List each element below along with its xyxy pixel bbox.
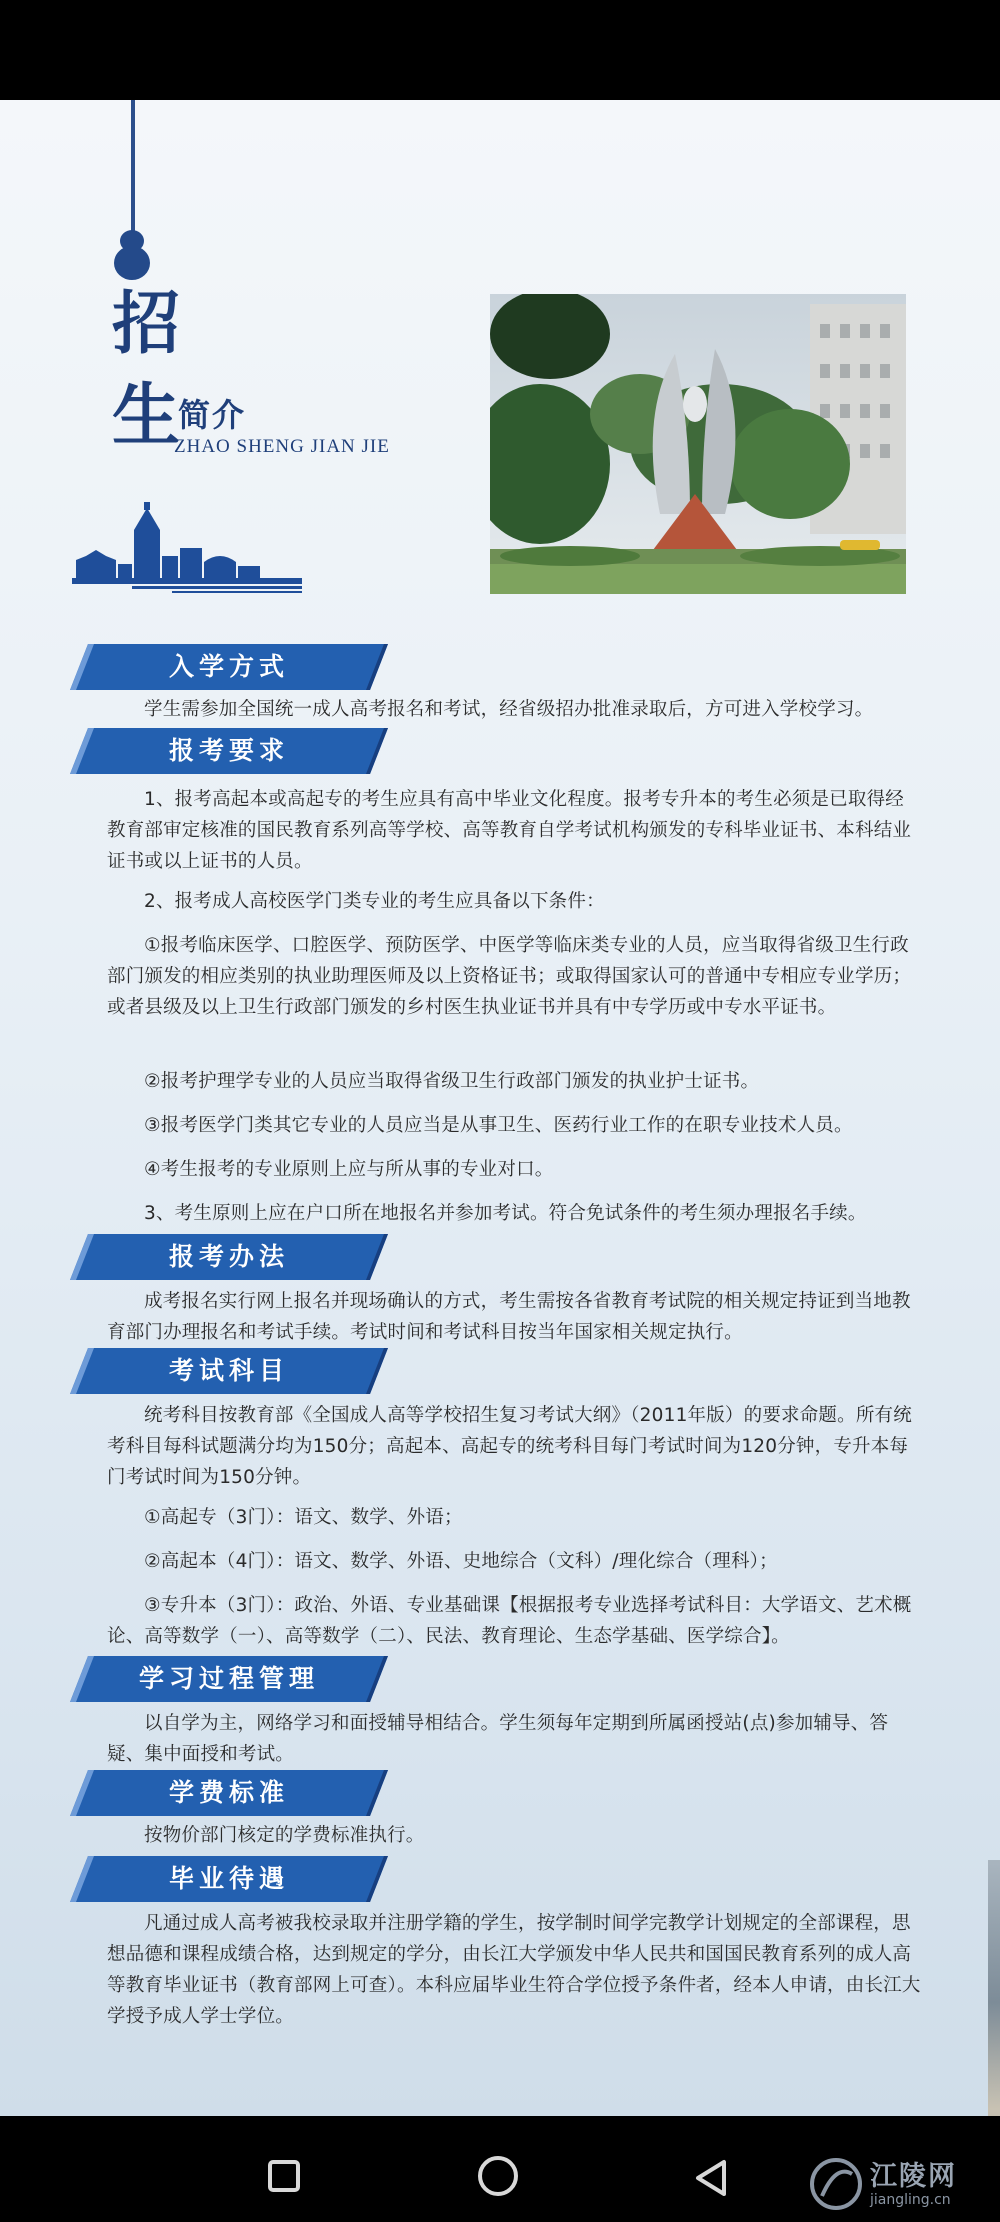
section-heading: 报考要求 xyxy=(168,736,289,765)
paragraph: 凡通过成人高考被我校录取并注册学籍的学生，按学制时间学完教学计划规定的全部课程，思想品德和课程成绩合格，达到规定的学分，由长江大学颁发中华人民共和国国民教育系列的成人高等教育毕业证书（教育部网上可查）。本科应届毕业生符合学位授予条件者，经本人申请，由长江大学授予成人学士学位。 xyxy=(107,1913,921,2027)
hanging-line-decoration xyxy=(131,100,135,232)
paragraph: 按物价部门核定的学费标准执行。 xyxy=(144,1825,425,1846)
title-char-zhao: 招 xyxy=(112,284,181,364)
status-bar xyxy=(0,0,1000,100)
paragraph: 统考科目按教育部《全国成人高等学校招生复习考试大纲》（2011年版）的要求命题。所有统考科目每科试题满分均为150分；高起本、高起专的统考科目每门考试时间为120分钟，专升本每门考试时间为150分钟。 xyxy=(107,1405,912,1488)
title-pinyin: ZHAO SHENG JIAN JIE xyxy=(174,436,390,457)
paragraph: ④考生报考的专业原则上应与所从事的专业对口。 xyxy=(144,1159,554,1180)
home-circle-icon[interactable] xyxy=(478,2156,518,2196)
paragraph: 成考报名实行网上报名并现场确认的方式，考生需按各省教育考试院的相关规定持证到当地教育部门办理报名和考试手续。考试时间和考试科目按当年国家相关规定执行。 xyxy=(107,1291,911,1343)
city-skyline-icon xyxy=(72,500,302,595)
back-triangle-icon[interactable] xyxy=(690,2156,734,2200)
gourd-ornament-base xyxy=(114,246,150,280)
title-char-sheng: 生 xyxy=(112,376,181,456)
watermark-name: 江陵网 xyxy=(870,2161,957,2192)
watermark-url: jiangling.cn xyxy=(870,2192,951,2208)
paragraph: ②高起本（4门）：语文、数学、外语、史地综合（文科）/理化综合（理科）； xyxy=(144,1551,778,1572)
paragraph: 1、报考高起本或高起专的考生应具有高中毕业文化程度。报考专升本的考生必须是已取得经教育部审定核准的国民教育系列高等学校、高等教育自学考试机构颁发的专科毕业证书、本科结业证书或以上证书的人员。 xyxy=(107,789,912,872)
paragraph: ③专升本（3门）：政治、外语、专业基础课【根据报考专业选择考试科目：大学语文、艺术概论、高等数学（一）、高等数学（二）、民法、教育理论、生态学基础、医学综合】。 xyxy=(107,1595,912,1647)
paragraph: ②报考护理学专业的人员应当取得省级卫生行政部门颁发的执业护士证书。 xyxy=(144,1071,760,1092)
paragraph: 以自学为主，网络学习和面授辅导相结合。学生须每年定期到所属函授站(点)参加辅导、答疑、集中面授和考试。 xyxy=(107,1713,889,1765)
paragraph: ①报考临床医学、口腔医学、预防医学、中医学等临床类专业的人员，应当取得省级卫生行政部门颁发的相应类别的执业助理医师及以上资格证书；或取得国家认可的普通中专相应专业学历；或者县级及以上卫生行政部门颁发的乡村医生执业证书并具有中专学历或中专水平证书。 xyxy=(107,935,912,1018)
edge-photo-strip xyxy=(988,1860,1000,2116)
section-heading: 学费标准 xyxy=(168,1778,289,1807)
section-heading: 毕业待遇 xyxy=(168,1864,289,1893)
paragraph: ①高起专（3门）：语文、数学、外语； xyxy=(144,1507,463,1528)
section-heading: 报考办法 xyxy=(168,1242,289,1271)
paragraph: 2、报考成人高校医学门类专业的考生应具备以下条件： xyxy=(144,891,605,912)
section-heading: 学习过程管理 xyxy=(138,1664,319,1693)
paragraph: 学生需参加全国统一成人高考报名和考试，经省级招办批准录取后，方可进入学校学习。 xyxy=(144,699,874,720)
paragraph: 3、考生原则上应在户口所在地报名并参加考试。符合免试条件的考生须办理报名手续。 xyxy=(144,1203,867,1224)
section-heading: 入学方式 xyxy=(168,652,289,681)
section-heading: 考试科目 xyxy=(168,1356,289,1385)
paragraph: ③报考医学门类其它专业的人员应当是从事卫生、医药行业工作的在职专业技术人员。 xyxy=(144,1115,853,1136)
campus-photo xyxy=(490,294,906,594)
recents-square-icon[interactable] xyxy=(268,2160,300,2192)
admission-poster xyxy=(0,100,1000,2116)
title-jianjie: 简介 xyxy=(178,396,247,434)
